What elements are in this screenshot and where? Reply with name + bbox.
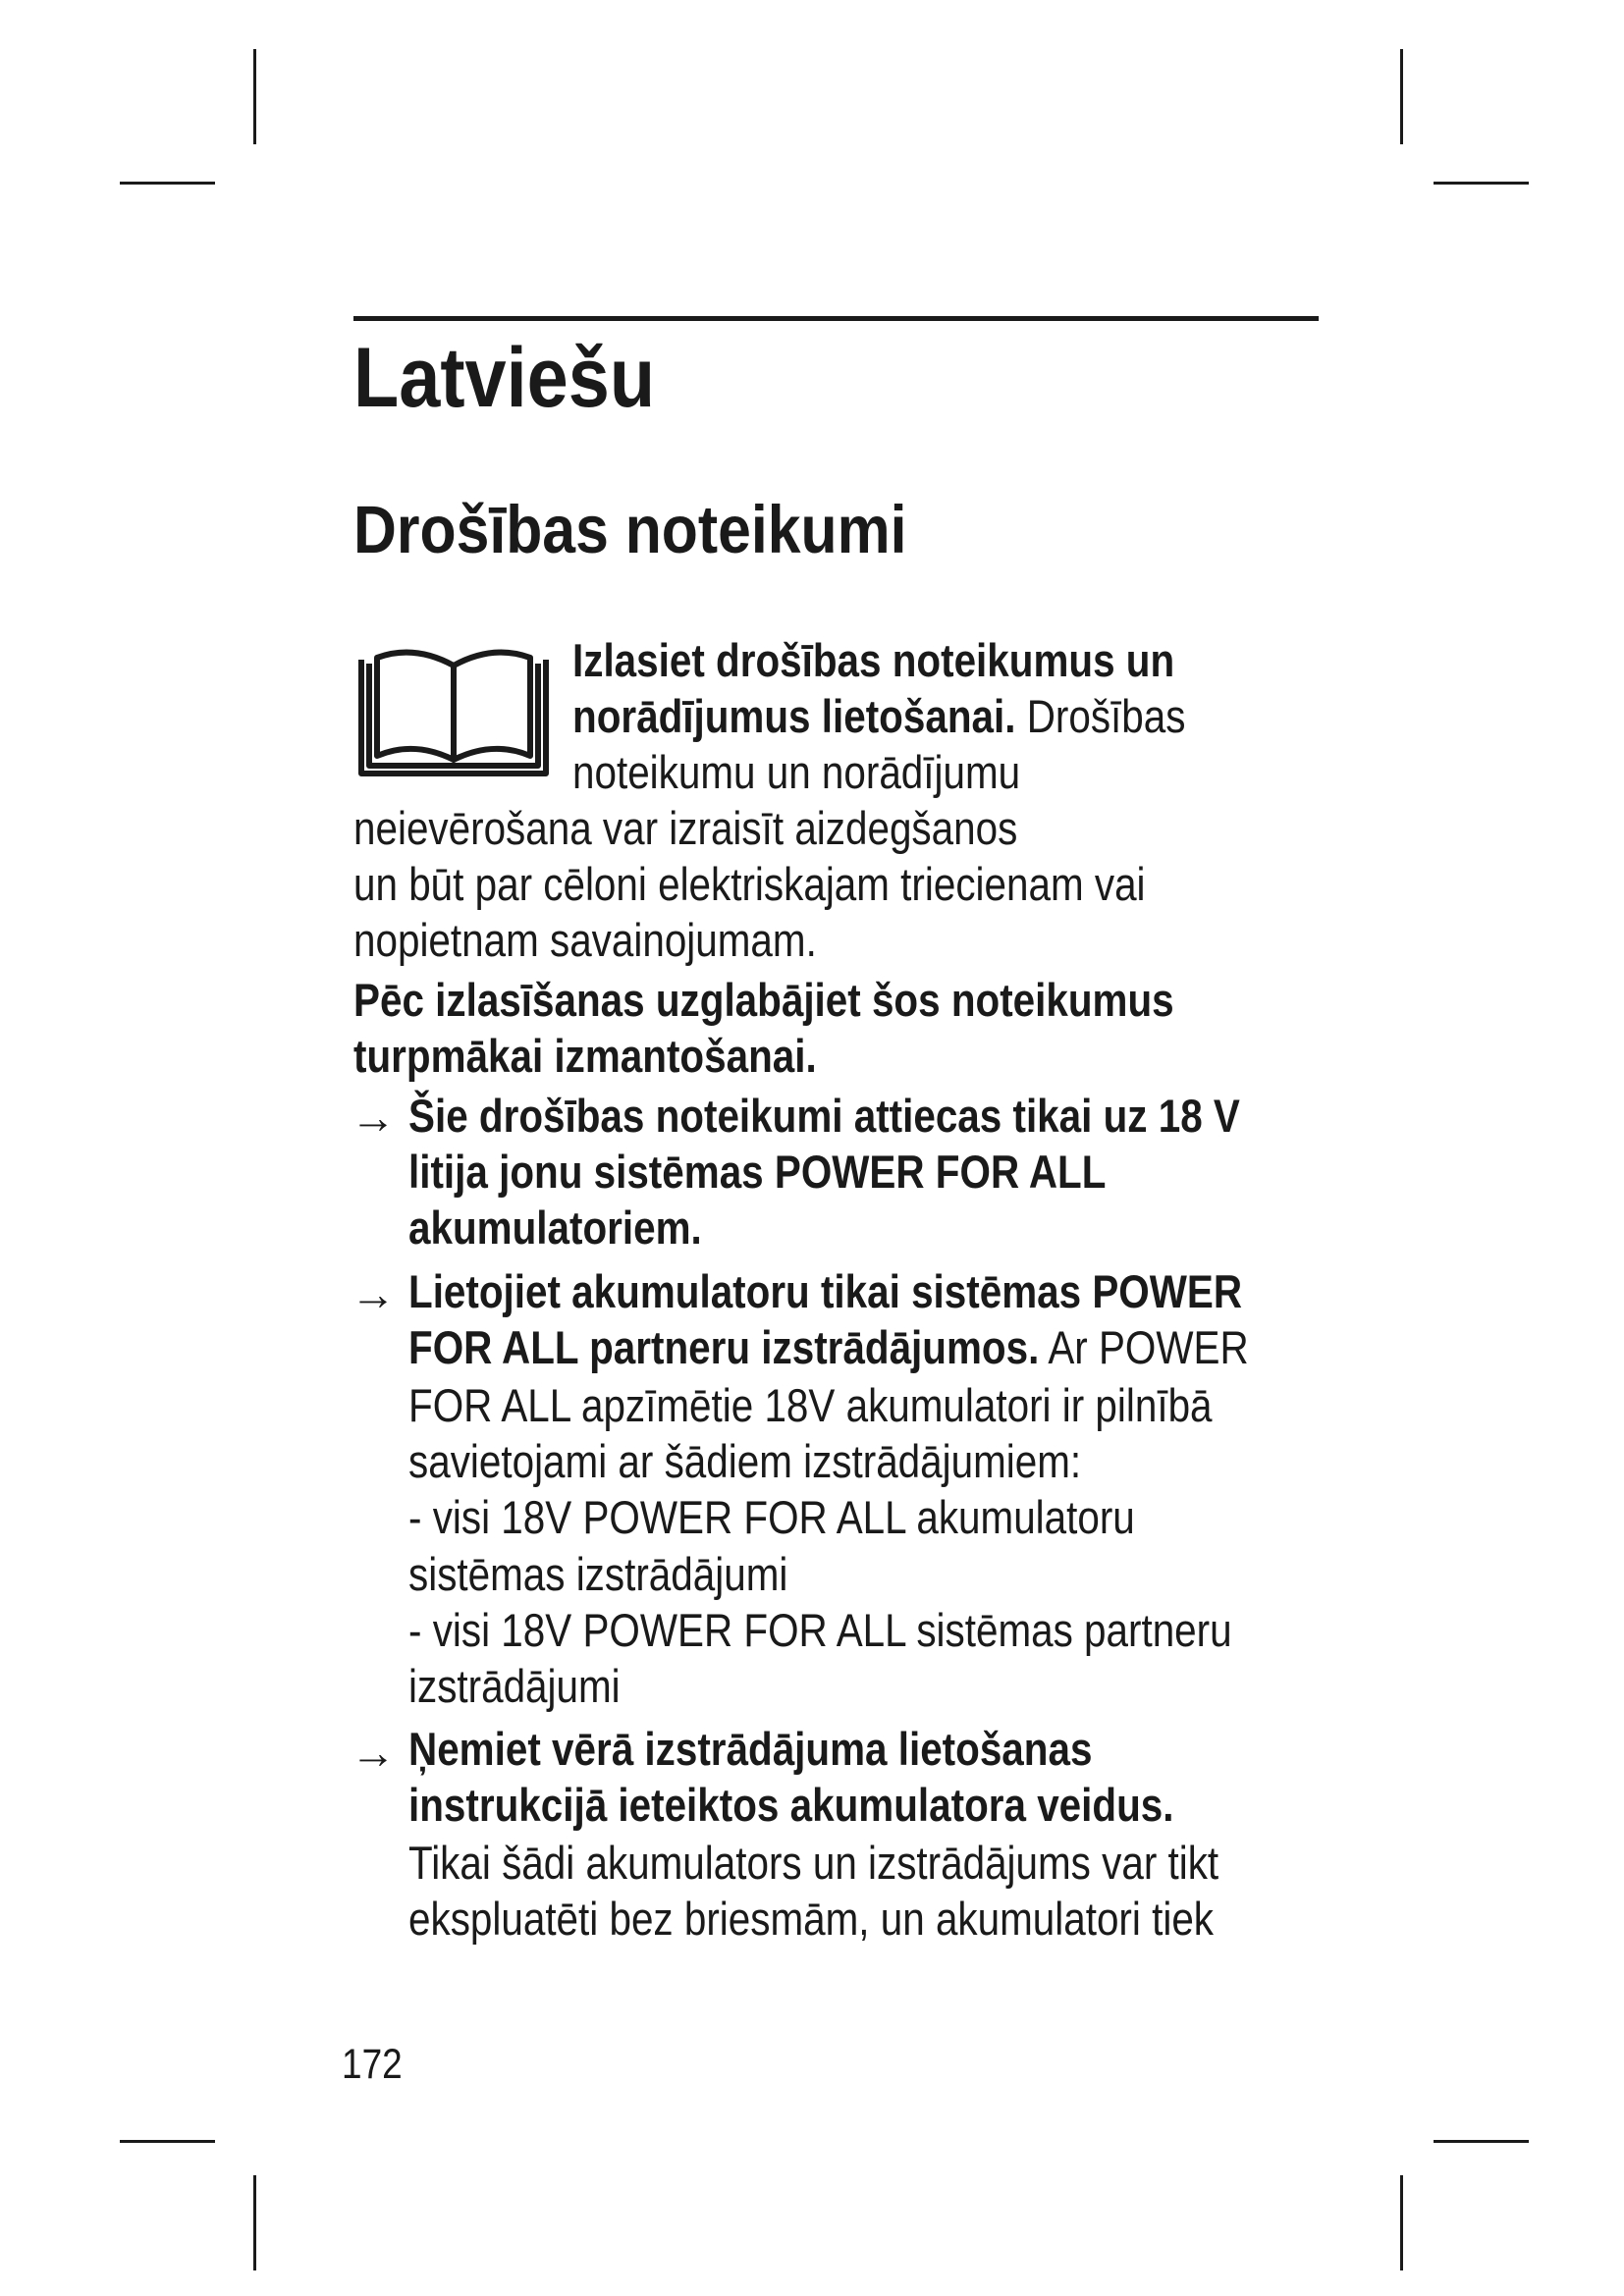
keep-notice-line-2: turpmākai izmantošanai. xyxy=(353,1030,817,1082)
bullet-3-line-1: Ņemiet vērā izstrādājuma lietošanas xyxy=(408,1723,1093,1775)
intro-line-2-bold: norādījumus lietošanai. xyxy=(572,690,1016,742)
crop-mark-top-right-vertical xyxy=(1400,49,1403,144)
intro-line-5: un būt par cēloni elektriskajam triecienam vai xyxy=(353,858,1146,910)
crop-mark-bottom-right-vertical xyxy=(1400,2175,1403,2270)
bullet-2-line-2 xyxy=(408,1321,1249,1373)
bullet-2-line-2-bold: FOR ALL partneru izstrādājumos. xyxy=(408,1321,1040,1373)
crop-mark-top-left-horizontal xyxy=(120,182,215,185)
intro-line-3: noteikumu un norādījumu xyxy=(572,746,1021,798)
bullet-arrow-icon: → xyxy=(351,1092,396,1143)
crop-mark-bottom-right-horizontal xyxy=(1434,2140,1529,2143)
crop-mark-top-left-vertical xyxy=(253,49,256,144)
bullet-2-line-8: izstrādājumi xyxy=(408,1660,621,1712)
bullet-2-line-1: Lietojiet akumulatoru tikai sistēmas POWER xyxy=(408,1265,1243,1317)
intro-line-4: neievērošana var izraisīt aizdegšanos xyxy=(353,802,1018,854)
open-book-icon xyxy=(355,640,552,780)
intro-line-2 xyxy=(572,690,1186,742)
keep-notice-line-1: Pēc izlasīšanas uzglabājiet šos noteikumus xyxy=(353,974,1174,1026)
intro-line-1: Izlasiet drošības noteikumus un xyxy=(572,634,1175,686)
heading-rule xyxy=(353,316,1319,321)
bullet-3-line-2: instrukcijā ieteiktos akumulatora veidus. xyxy=(408,1779,1174,1831)
page-language-title: Latviešu xyxy=(353,331,656,425)
page-number: 172 xyxy=(342,2041,403,2088)
bullet-1-line-1: Šie drošības noteikumi attiecas tikai uz 18 V xyxy=(408,1090,1240,1142)
bullet-2-line-3: FOR ALL apzīmētie 18V akumulatori ir pilnībā xyxy=(408,1379,1213,1431)
bullet-2-line-5: - visi 18V POWER FOR ALL akumulatoru xyxy=(408,1491,1135,1543)
bullet-3-line-3: Tikai šādi akumulators un izstrādājums var tikt xyxy=(408,1837,1219,1889)
intro-line-6: nopietnam savainojumam. xyxy=(353,914,817,966)
bullet-3-line-4: ekspluatēti bez briesmām, un akumulatori tiek xyxy=(408,1893,1215,1945)
bullet-arrow-icon: → xyxy=(351,1727,396,1778)
bullet-1-line-2: litija jonu sistēmas POWER FOR ALL xyxy=(408,1146,1107,1198)
bullet-2-line-7: - visi 18V POWER FOR ALL sistēmas partneru xyxy=(408,1604,1232,1656)
bullet-2-line-2-text: Ar POWER xyxy=(1039,1321,1249,1373)
crop-mark-bottom-left-horizontal xyxy=(120,2140,215,2143)
bullet-1-line-3: akumulatoriem. xyxy=(408,1201,702,1254)
intro-line-2-text: Drošības xyxy=(1015,690,1186,742)
crop-mark-top-right-horizontal xyxy=(1434,182,1529,185)
bullet-arrow-icon: → xyxy=(351,1268,396,1319)
crop-mark-bottom-left-vertical xyxy=(253,2175,256,2270)
section-title: Drošības noteikumi xyxy=(353,492,907,567)
bullet-2-line-6: sistēmas izstrādājumi xyxy=(408,1548,788,1600)
bullet-2-line-4: savietojami ar šādiem izstrādājumiem: xyxy=(408,1435,1082,1487)
